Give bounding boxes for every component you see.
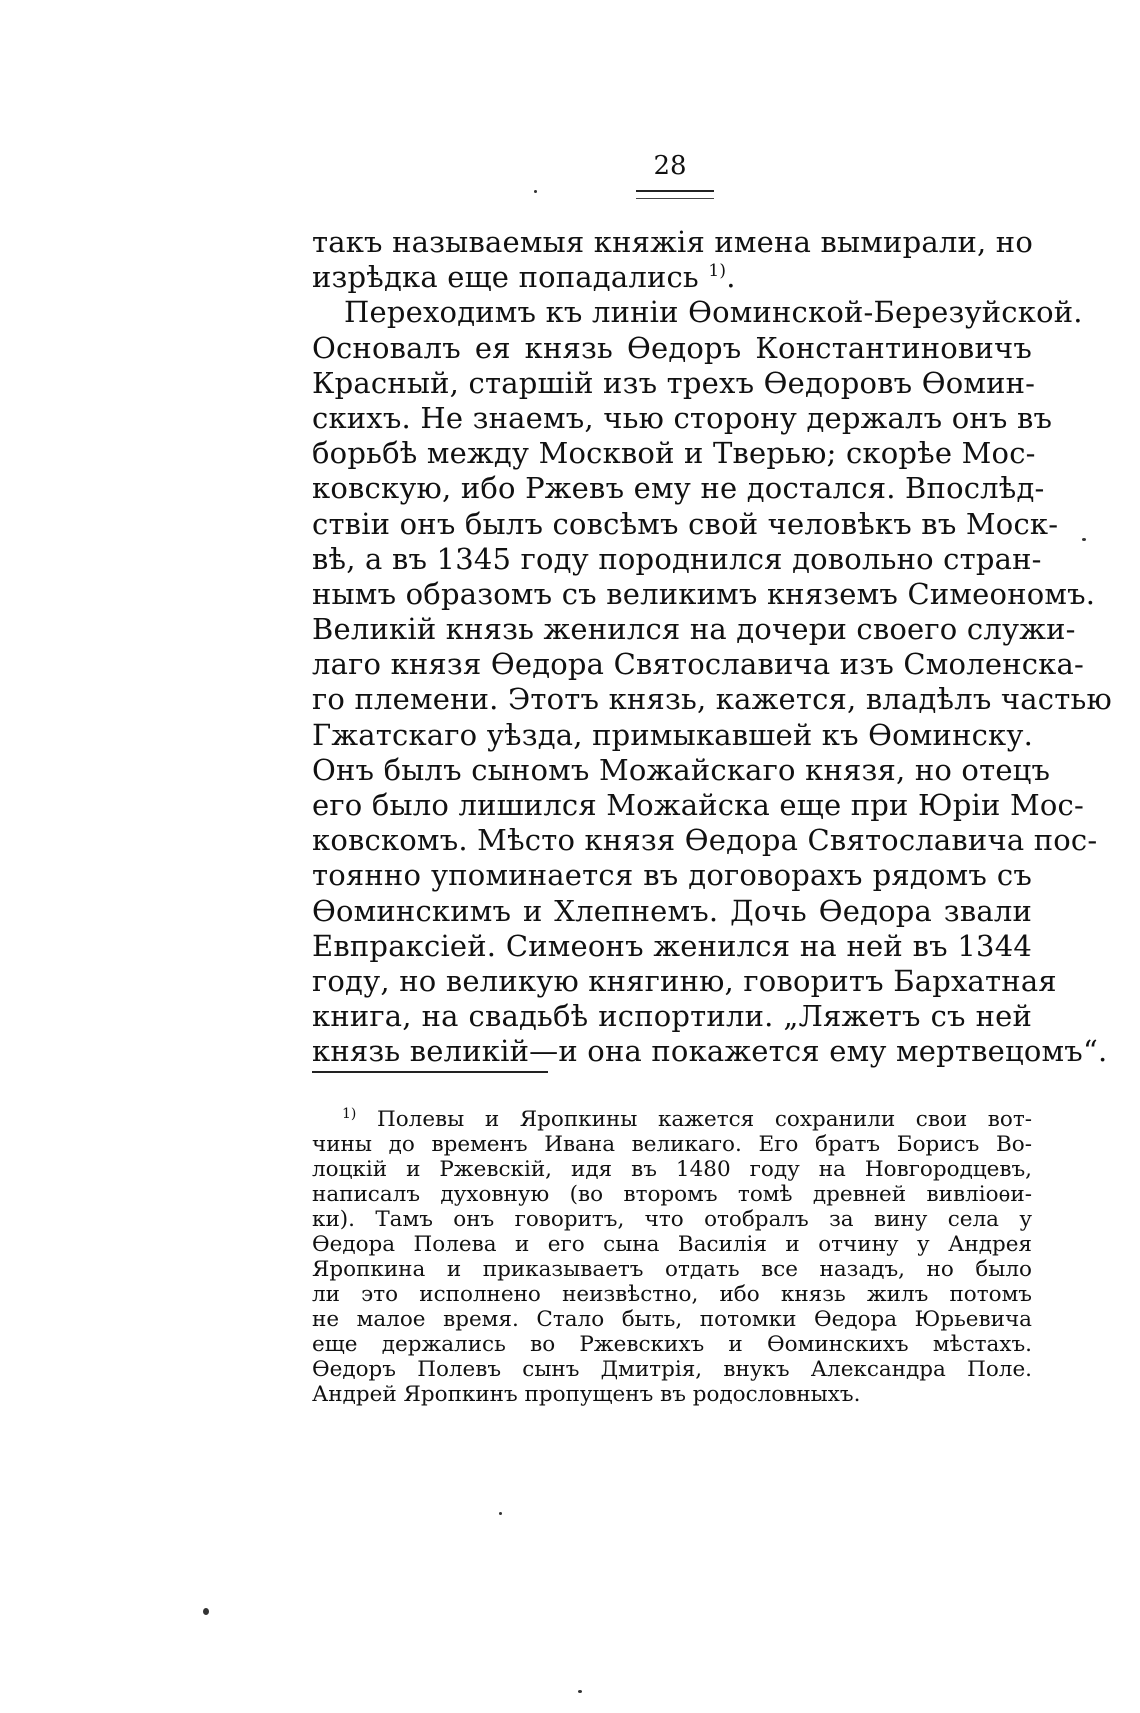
- text-line: го племени. Этотъ князь, кажется, владѣлъ частью: [312, 682, 1112, 717]
- text-line: Великій князь женился на дочери своего служи-: [312, 612, 1076, 647]
- text-line: такъ называемыя княжія имена вымирали, но: [312, 225, 1033, 259]
- text-line: [312, 260, 1032, 295]
- text-line: борьбѣ между Москвой и Тверью; скорѣе Мос-: [312, 436, 1036, 471]
- text-line: Гжатскаго уѣзда, примыкавшей къ Ѳоминску.: [312, 717, 1034, 752]
- footnote-line: Ѳедора Полева и его сына Василія и отчину у Андрея: [312, 1232, 1032, 1257]
- main-text: [312, 225, 1112, 1070]
- text-line: тоянно упоминается въ договорахъ рядомъ съ: [312, 858, 1032, 893]
- scan-speck: [203, 1608, 209, 1615]
- text-line: Ѳоминскимъ и Хлепнемъ. Дочь Ѳедора звали: [312, 893, 1032, 928]
- text-line-end: .: [726, 260, 736, 295]
- scan-speck: [578, 1690, 582, 1693]
- footnote-line: написалъ духовную (во второмъ томѣ древней вивліоѳи-: [312, 1182, 1032, 1207]
- text-line-content: изрѣдка еще попадались: [312, 260, 709, 295]
- page-number-underline: [636, 190, 714, 199]
- text-line: лаго князя Ѳедора Святославича изъ Смоленска-: [312, 647, 1084, 682]
- text-line: ствіи онъ былъ совсѣмъ свой человѣкъ въ Моск-: [312, 506, 1059, 541]
- footnote-line: ки). Тамъ онъ говоритъ, что отобралъ за вину села у: [312, 1207, 1032, 1232]
- footnote: [312, 1107, 1032, 1407]
- text-line: Красный, старшій изъ трехъ Ѳедоровъ Ѳомин-: [312, 365, 1036, 400]
- footnote-line: еще держались во Ржевскихъ и Ѳоминскихъ мѣстахъ.: [312, 1332, 1032, 1357]
- footnote-line: лоцкій и Ржевскій, идя въ 1480 году на Новгородцевъ,: [312, 1157, 1032, 1182]
- scan-speck: [534, 190, 537, 193]
- text-line: Переходимъ къ линіи Ѳоминской-Березуйской.: [344, 295, 1083, 330]
- text-line: Онъ былъ сыномъ Можайскаго князя, но отецъ: [312, 752, 1051, 787]
- scan-speck: [1082, 538, 1086, 541]
- footnote-line: ли это исполнено неизвѣстно, ибо князь жилъ потомъ: [312, 1282, 1032, 1307]
- footnote-line: [312, 1107, 1032, 1132]
- footnote-line: Ѳедоръ Полевъ сынъ Дмитрія, внукъ Александра Поле.: [312, 1357, 1032, 1382]
- scan-speck: [499, 1512, 502, 1515]
- page-number: 28: [653, 151, 687, 181]
- footnote-reference: 1): [708, 261, 727, 282]
- footnote-line: Яропкина и приказываетъ отдать все назадъ, но было: [312, 1257, 1032, 1282]
- text-line: ковскую, ибо Ржевъ ему не достался. Впослѣд-: [312, 471, 1045, 506]
- footnote-line-content: Полевы и Яропкины кажется сохранили свои вот-: [356, 1107, 1032, 1132]
- text-line: князь великій—и она покажется ему мертвецомъ“.: [312, 1034, 1108, 1069]
- footnote-separator: [312, 1071, 548, 1073]
- footnote-line: чины до временъ Ивана великаго. Его братъ Борисъ Во-: [312, 1132, 1032, 1157]
- text-line: книга, на свадьбѣ испортили. „Ляжетъ съ ней: [312, 999, 1032, 1034]
- footnote-line: не малое время. Стало быть, потомки Ѳедора Юрьевича: [312, 1307, 1032, 1332]
- text-line: ковскомъ. Мѣсто князя Ѳедора Святославича пос-: [312, 823, 1098, 858]
- text-line: вѣ, а въ 1345 году породнился довольно стран-: [312, 541, 1042, 576]
- text-line: Основалъ ея князь Ѳедоръ Константиновичъ: [312, 330, 1032, 365]
- text-line: нымъ образомъ съ великимъ княземъ Симеономъ.: [312, 576, 1096, 611]
- text-line: скихъ. Не знаемъ, чью сторону держалъ онъ въ: [312, 400, 1053, 435]
- text-line: году, но великую княгиню, говоритъ Бархатная: [312, 963, 1057, 998]
- footnote-marker: 1): [342, 1106, 357, 1122]
- footnote-line: Андрей Яропкинъ пропущенъ въ родословныхъ.: [312, 1382, 861, 1407]
- text-line: его было лишился Можайска еще при Юріи Мос-: [312, 788, 1084, 822]
- text-line: Евпраксіей. Симеонъ женился на ней въ 1344: [312, 928, 1032, 963]
